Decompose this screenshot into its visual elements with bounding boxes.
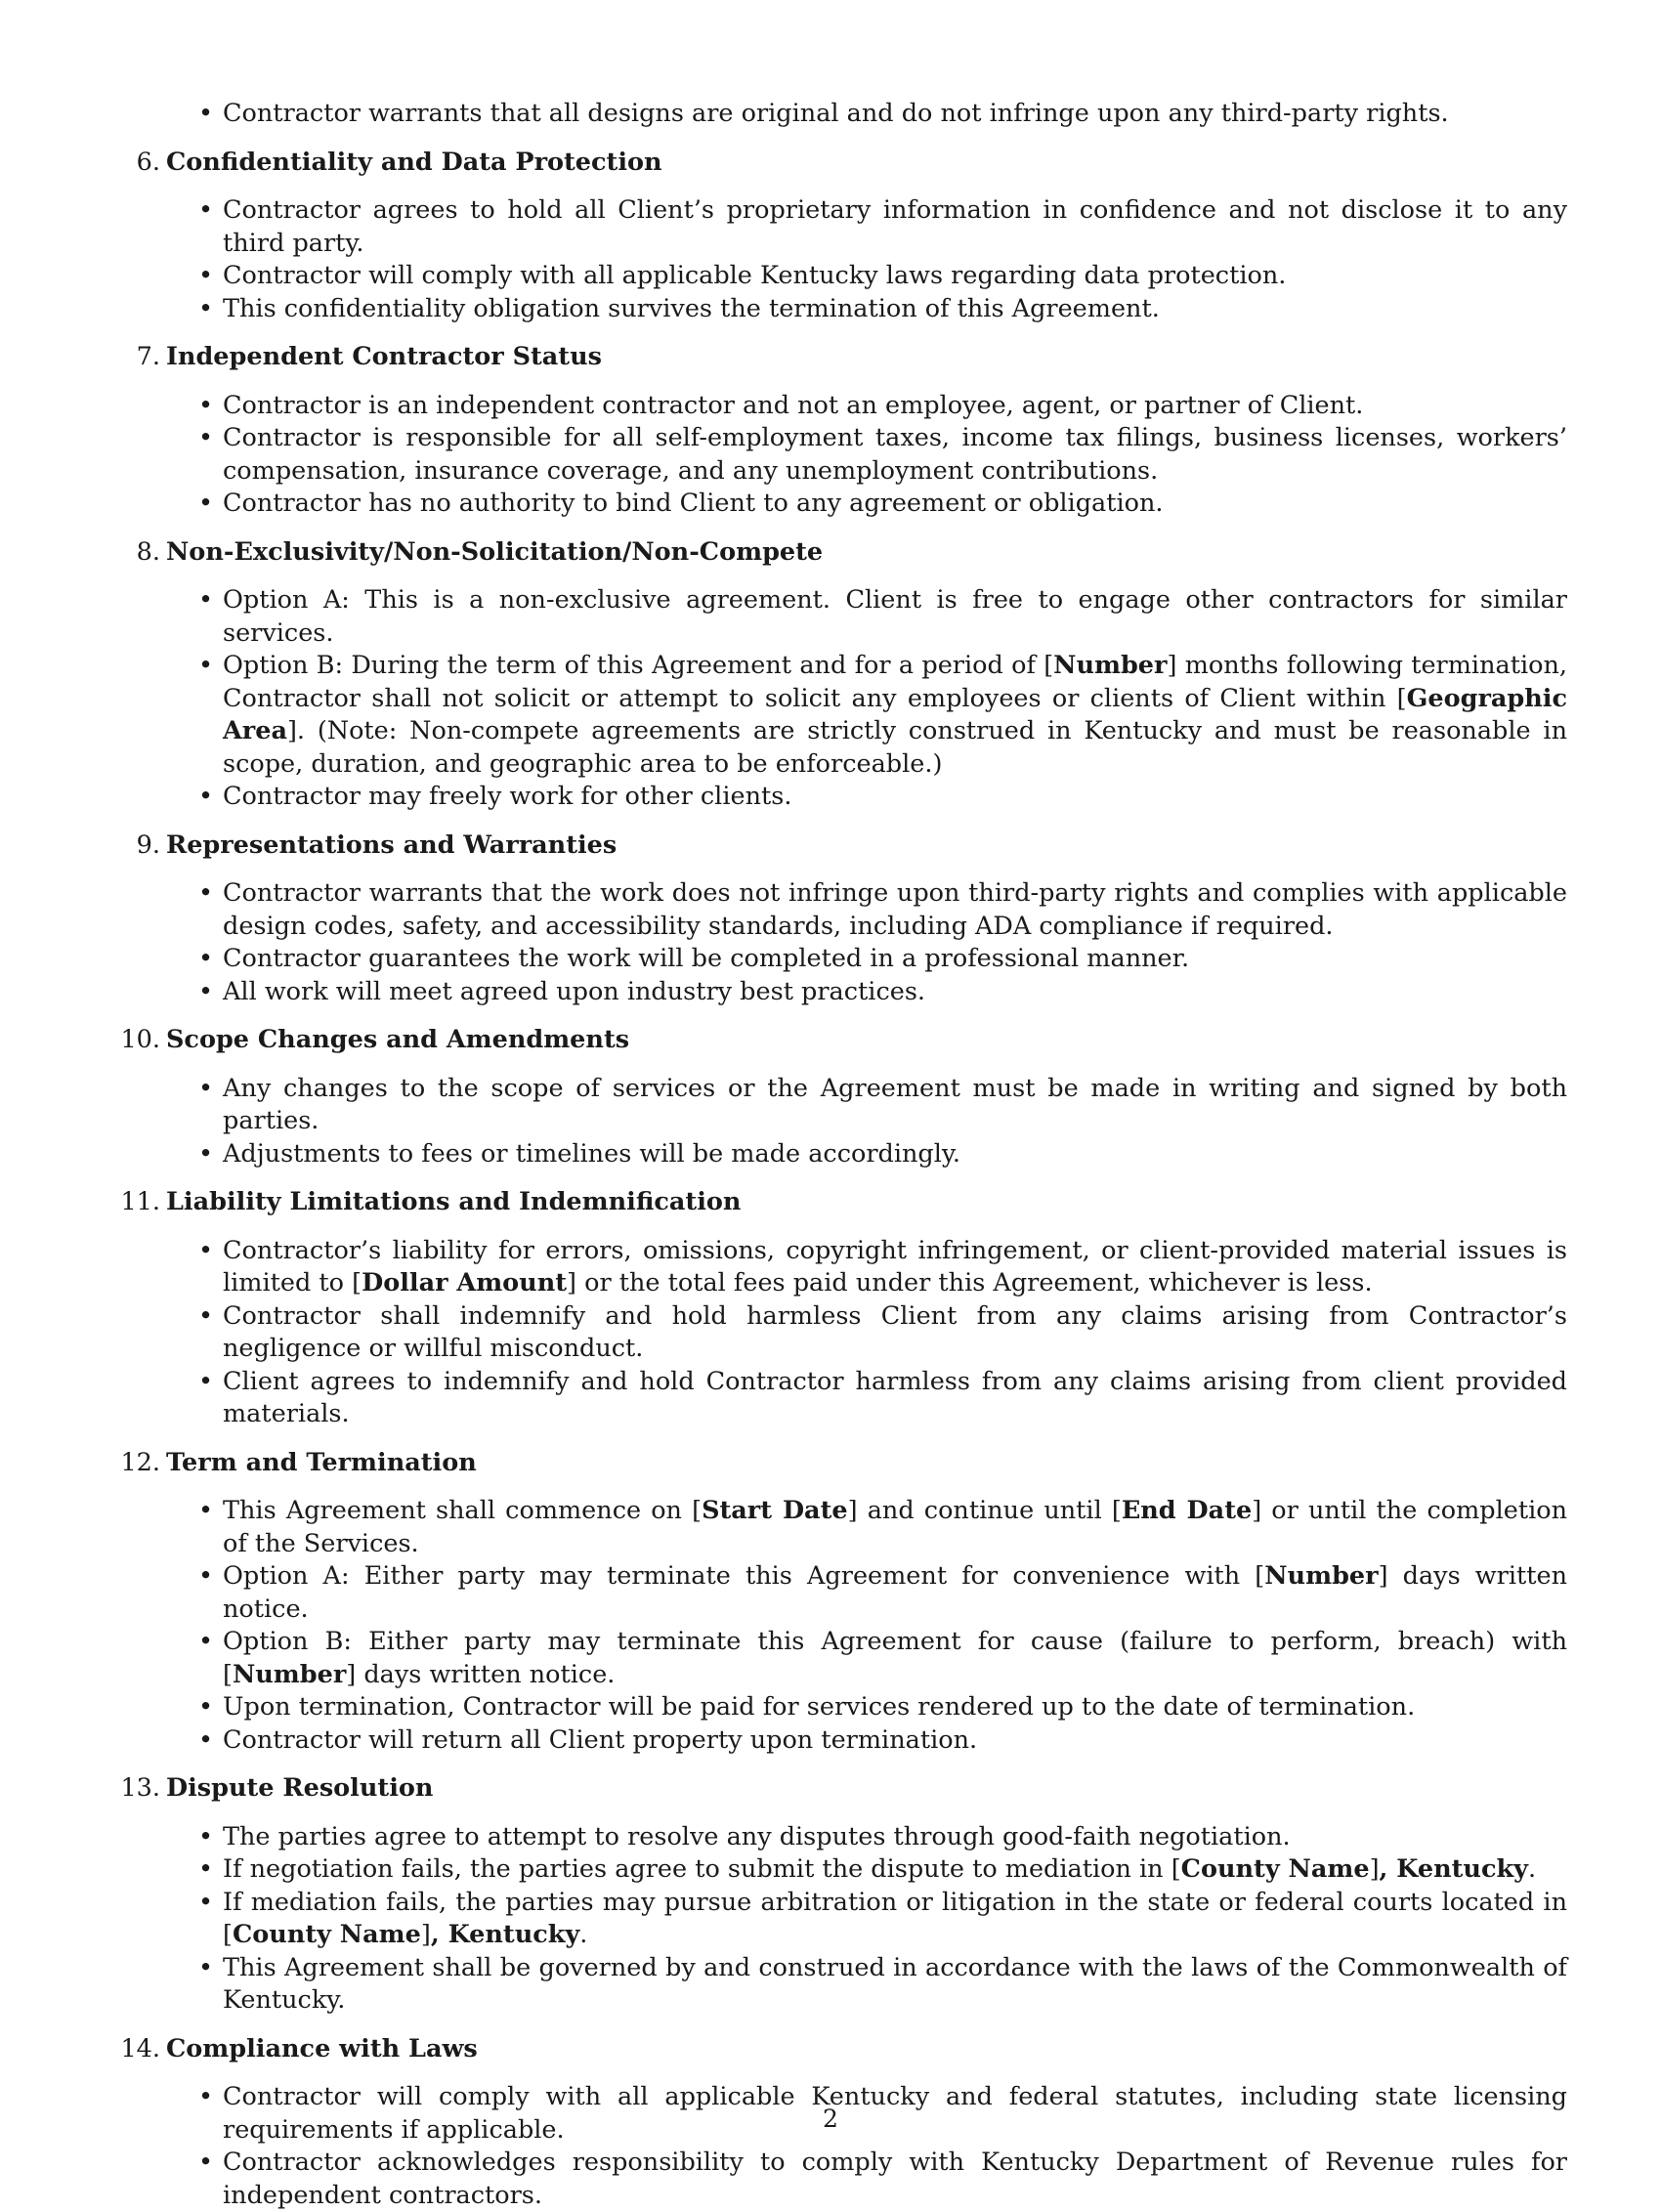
section-title: Dispute Resolution (166, 1773, 433, 1803)
bullet-list (125, 2081, 1567, 2212)
bullet-list (125, 194, 1567, 325)
list-item-text: ] days written notice. (346, 1660, 615, 1689)
bullet-list (125, 390, 1567, 521)
bullet-list (125, 1073, 1567, 1171)
placeholder-field: Geographic Area (223, 684, 1567, 746)
list-item (125, 422, 1567, 488)
list-item-text: All work will meet agreed upon industry best practices. (223, 977, 925, 1006)
section-title: Scope Changes and Amendments (166, 1025, 629, 1054)
section-title: Liability Limitations and Indemnification (166, 1187, 741, 1216)
section-number: 14. (120, 2033, 160, 2066)
section-heading (125, 147, 1567, 180)
section-title: Representations and Warranties (166, 830, 617, 860)
placeholder-field: Number (1053, 651, 1167, 680)
list-item-text: Option B: During the term of this Agreement and for a period of [ (223, 651, 1053, 680)
list-item (125, 194, 1567, 260)
list-item (125, 390, 1567, 423)
placeholder-field: Number (233, 1660, 346, 1689)
bullet-list (125, 1495, 1567, 1757)
list-item-text: Upon termination, Contractor will be paid for services rendered up to the date of termination. (223, 1692, 1415, 1722)
list-item-text: This Agreement shall be governed by and construed in accordance with the laws of the Commonwealth of Kentucky. (223, 1953, 1567, 2016)
list-item-text: ]. (Note: Non-compete agreements are strictly construed in Kentucky and must be reasonable in scope, duration, and geographic area to be enforceable.) (223, 716, 1567, 779)
section-heading (125, 1447, 1567, 1480)
section-heading (125, 2033, 1567, 2066)
placeholder-field: County Name (233, 1920, 421, 1949)
section-number: 9. (137, 830, 160, 863)
list-item (125, 877, 1567, 943)
list-item (125, 1691, 1567, 1724)
section-heading (125, 1772, 1567, 1806)
list-item-text: Option A: Either party may terminate this Agreement for convenience with [ (223, 1561, 1264, 1591)
section-number: 6. (137, 147, 160, 180)
list-item-text: Option A: This is a non-exclusive agreement. Client is free to engage other contractors for similar services. (223, 585, 1567, 648)
placeholder-field: Dollar Amount (362, 1268, 567, 1297)
section-heading (125, 1024, 1567, 1057)
list-item-text: . (579, 1920, 587, 1949)
list-item (125, 1300, 1567, 1366)
section-number: 10. (120, 1024, 160, 1057)
list-item-text: Contractor may freely work for other clients. (223, 782, 791, 811)
section-list (125, 147, 1567, 2212)
list-item-text: Contractor will comply with all applicable Kentucky and federal statutes, including state licensing requirements if applicable. (223, 2082, 1567, 2145)
list-item (125, 1073, 1567, 1138)
list-item-text: . (1528, 1854, 1536, 1884)
list-item-text: Contractor is an independent contractor and not an employee, agent, or partner of Client. (223, 391, 1363, 420)
list-item (125, 781, 1567, 814)
list-item (125, 293, 1567, 326)
list-item-text: ] and continue until [ (848, 1496, 1122, 1525)
list-item (125, 1235, 1567, 1300)
list-item-text: The parties agree to attempt to resolve any disputes through good-faith negotiation. (223, 1822, 1291, 1851)
list-item-text: If mediation fails, the parties may pursue arbitration or litigation in the state or federal courts located in [ (223, 1888, 1567, 1950)
section (125, 341, 1567, 521)
placeholder-field: , Kentucky (431, 1920, 579, 1949)
list-item-text: Contractor’s liability for errors, omissions, copyright infringement, or client-provided material issues is limited to [ (223, 1236, 1567, 1298)
list-item-text: Contractor guarantees the work will be completed in a professional manner. (223, 944, 1189, 973)
placeholder-field: Start Date (702, 1496, 848, 1525)
section-number: 7. (137, 341, 160, 374)
placeholder-field: End Date (1122, 1496, 1252, 1525)
list-item-text: ] or the total fees paid under this Agreement, whichever is less. (567, 1268, 1373, 1297)
list-item-text: Contractor will comply with all applicable Kentucky laws regarding data protection. (223, 261, 1286, 290)
list-item (125, 976, 1567, 1009)
bullet-list (125, 1235, 1567, 1431)
document-body (125, 98, 1567, 2212)
list-item (125, 1626, 1567, 1691)
list-item-text: Contractor acknowledges responsibility to comply with Kentucky Department of Revenue rules for independent contractors. (223, 2148, 1567, 2210)
list-item-text: Contractor has no authority to bind Client to any agreement or obligation. (223, 489, 1164, 518)
bullet-list (125, 1821, 1567, 2018)
list-item-text: Adjustments to fees or timelines will be made accordingly. (223, 1139, 960, 1169)
section-title: Independent Contractor Status (166, 342, 602, 371)
list-item-text: Contractor shall indemnify and hold harmless Client from any claims arising from Contractor’s negligence or willful misconduct. (223, 1301, 1567, 1364)
placeholder-field: , Kentucky (1380, 1854, 1528, 1884)
list-item (125, 1724, 1567, 1758)
section (125, 1186, 1567, 1431)
section-title: Term and Termination (166, 1448, 477, 1477)
section-title: Non-Exclusivity/Non-Solicitation/Non-Compete (166, 537, 823, 567)
lead-item-list (125, 98, 1567, 131)
list-item (125, 1560, 1567, 1626)
list-item-text: Contractor agrees to hold all Client’s proprietary information in confidence and not disclose it to any third party. (223, 195, 1567, 258)
section-heading (125, 830, 1567, 863)
list-item-text: ] days written notice. (223, 1561, 1567, 1624)
list-item-text: This confidentiality obligation survives the termination of this Agreement. (223, 294, 1160, 323)
section-title: Confidentiality and Data Protection (166, 148, 662, 177)
list-item-text: Option B: Either party may terminate this Agreement for cause (failure to perform, breach) with [ (223, 1627, 1567, 1689)
section-number: 12. (120, 1447, 160, 1480)
bullet-list (125, 584, 1567, 814)
list-item (125, 584, 1567, 650)
list-item (125, 1366, 1567, 1431)
list-item-text: Contractor is responsible for all self-employment taxes, income tax filings, business licenses, workers’ compensation, insurance coverage, and any unemployment contributions. (223, 423, 1567, 486)
list-item (125, 1887, 1567, 1952)
section-title: Compliance with Laws (166, 2034, 478, 2063)
page-number: 2 (0, 2105, 1661, 2133)
bullet-list (125, 877, 1567, 1008)
list-item (125, 1495, 1567, 1560)
section (125, 1772, 1567, 2018)
placeholder-field: County Name (1181, 1854, 1370, 1884)
section-heading (125, 536, 1567, 570)
section-number: 13. (120, 1772, 160, 1806)
list-item-text: Contractor warrants that the work does not infringe upon third-party rights and complies with applicable design codes, safety, and accessibility standards, including ADA compliance if required. (223, 878, 1567, 941)
list-item-text: If negotiation fails, the parties agree to submit the dispute to mediation in [ (223, 1854, 1181, 1884)
section (125, 830, 1567, 1009)
section (125, 1024, 1567, 1170)
list-item-text: ] (421, 1920, 431, 1949)
list-item (125, 98, 1567, 131)
section (125, 147, 1567, 326)
list-item (125, 943, 1567, 976)
list-item (125, 1138, 1567, 1171)
list-item-text: ] (1370, 1854, 1380, 1884)
list-item-text: Contractor will return all Client property upon termination. (223, 1725, 977, 1755)
list-item-text: ] months following termination, Contractor shall not solicit or attempt to solicit any employees or clients of Client within [ (223, 651, 1567, 713)
section-heading (125, 1186, 1567, 1219)
list-item-text: Client agrees to indemnify and hold Contractor harmless from any claims arising from client provided materials. (223, 1367, 1567, 1429)
list-item-text: This Agreement shall commence on [ (223, 1496, 702, 1525)
section (125, 536, 1567, 814)
list-item (125, 2147, 1567, 2212)
list-item (125, 650, 1567, 781)
placeholder-field: Number (1264, 1561, 1378, 1591)
list-item (125, 1952, 1567, 2018)
section-number: 8. (137, 536, 160, 570)
list-item (125, 1821, 1567, 1854)
section-heading (125, 341, 1567, 374)
section-number: 11. (120, 1186, 160, 1219)
list-item (125, 260, 1567, 293)
list-item-text: Any changes to the scope of services or the Agreement must be made in writing and signed by both parties. (223, 1074, 1567, 1136)
list-item-text: Contractor warrants that all designs are original and do not infringe upon any third-party rights. (223, 99, 1449, 128)
list-item-text: ] or until the completion of the Services. (223, 1496, 1567, 1558)
list-item (125, 1853, 1567, 1887)
section (125, 1447, 1567, 1758)
list-item (125, 488, 1567, 521)
